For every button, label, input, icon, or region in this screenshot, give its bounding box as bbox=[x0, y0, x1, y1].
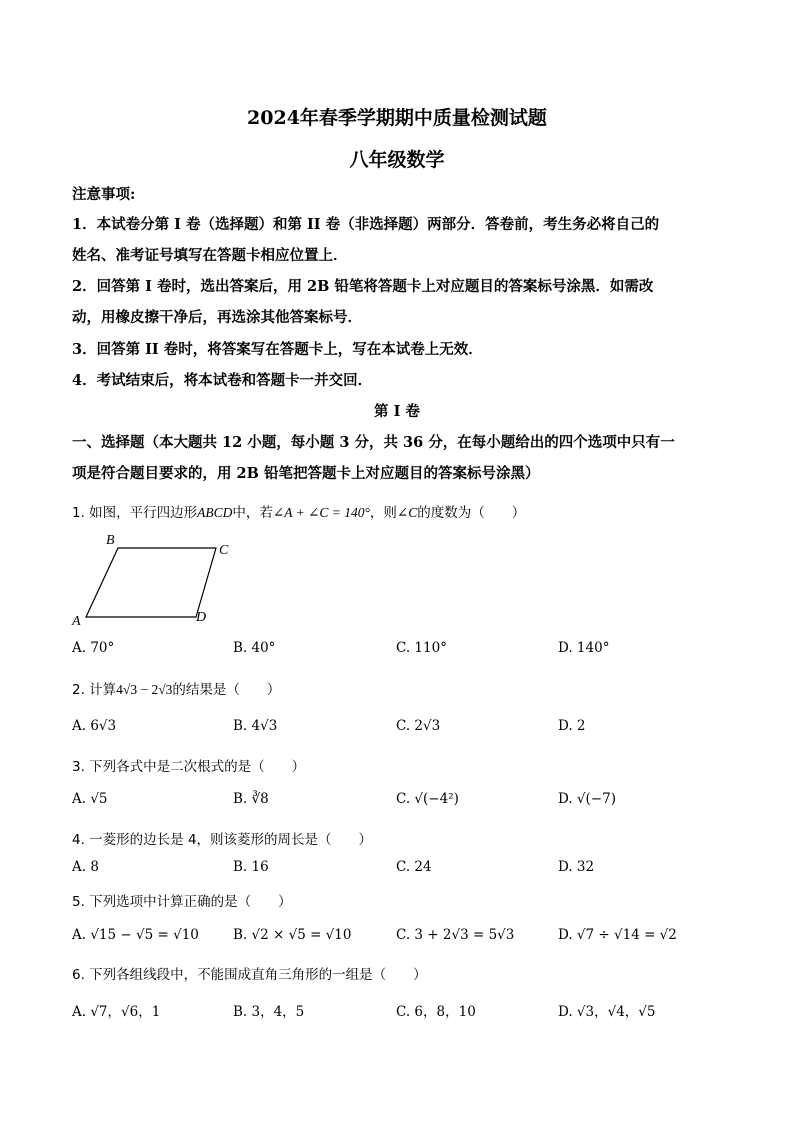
vertex-label-c: C bbox=[219, 543, 229, 558]
parallelogram-figure bbox=[68, 530, 238, 630]
notice-line: 4．考试结束后，将本试卷和答题卡一并交回． bbox=[72, 372, 373, 389]
option-c[interactable]: C. √(−4²) bbox=[396, 791, 459, 807]
option-c[interactable]: C. 110° bbox=[396, 640, 447, 656]
page-title: 2024年春季学期期中质量检测试题 bbox=[247, 107, 547, 129]
vertex-label-b: B bbox=[106, 533, 115, 548]
option-d[interactable]: D. 2 bbox=[558, 718, 586, 734]
notice-line: 2．回答第 I 卷时，选出答案后，用 2B 铅笔将答题卡上对应题目的答案标号涂黑．如需改 bbox=[72, 278, 654, 295]
option-a[interactable]: A. √15 − √5 = √10 bbox=[72, 927, 199, 943]
option-a[interactable]: A. √5 bbox=[72, 791, 108, 807]
option-b[interactable]: B. 4√3 bbox=[233, 718, 278, 734]
notice-line: 1．本试卷分第 I 卷（选择题）和第 II 卷（非选择题）两部分．答卷前，考生务必将自己的 bbox=[72, 216, 660, 233]
option-a[interactable]: A. √7，√6，1 bbox=[72, 1004, 161, 1020]
notice-line: 3．回答第 II 卷时，将答案写在答题卡上，写在本试卷上无效． bbox=[72, 341, 483, 358]
question-6-stem: 6. 下列各组线段中，不能围成直角三角形的一组是（ ） bbox=[72, 967, 427, 983]
page-subtitle: 八年级数学 bbox=[349, 149, 445, 171]
option-d[interactable]: D. √3，√4，√5 bbox=[558, 1004, 656, 1020]
question-4-stem: 4. 一菱形的边长是 4，则该菱形的周长是（ ） bbox=[72, 832, 373, 848]
option-b[interactable]: B. 40° bbox=[233, 640, 276, 656]
question-1-stem: 1. 如图，平行四边形ABCD中，若∠A + ∠C = 140°，则∠C的度数为（ ） bbox=[72, 505, 526, 521]
question-5-stem: 5. 下列选项中计算正确的是（ ） bbox=[72, 894, 292, 910]
option-c[interactable]: C. 3 + 2√3 = 5√3 bbox=[396, 927, 515, 943]
option-d[interactable]: D. √7 ÷ √14 = √2 bbox=[558, 927, 677, 943]
option-c[interactable]: C. 6，8，10 bbox=[396, 1004, 476, 1020]
option-c[interactable]: C. 2√3 bbox=[396, 718, 441, 734]
option-d[interactable]: D. 140° bbox=[558, 640, 610, 656]
option-a[interactable]: A. 70° bbox=[72, 640, 115, 656]
option-b[interactable]: B. ∛8 bbox=[233, 791, 269, 807]
option-b[interactable]: B. 16 bbox=[233, 859, 269, 875]
option-b[interactable]: B. √2 × √5 = √10 bbox=[233, 927, 352, 943]
question-3-stem: 3. 下列各式中是二次根式的是（ ） bbox=[72, 759, 306, 775]
vertex-label-a: A bbox=[72, 614, 81, 629]
notice-heading: 注意事项: bbox=[72, 186, 136, 203]
option-c[interactable]: C. 24 bbox=[396, 859, 432, 875]
section-heading: 项是符合题目要求的，用 2B 铅笔把答题卡上对应题目的答案标号涂黑） bbox=[72, 465, 540, 482]
vertex-label-d: D bbox=[196, 610, 207, 625]
option-b[interactable]: B. 3，4，5 bbox=[233, 1004, 305, 1020]
part-label: 第 I 卷 bbox=[374, 403, 420, 420]
option-a[interactable]: A. 6√3 bbox=[72, 718, 117, 734]
section-heading: 一、选择题（本大题共 12 小题，每小题 3 分，共 36 分，在每小题给出的四个选项中只有一 bbox=[72, 434, 675, 451]
option-d[interactable]: D. √(−7) bbox=[558, 791, 616, 807]
notice-line: 姓名、准考证号填写在答题卡相应位置上． bbox=[72, 247, 348, 264]
notice-line: 动，用橡皮擦干净后，再选涂其他答案标号． bbox=[72, 309, 362, 326]
question-2-stem: 2. 计算4√3 − 2√3的结果是（ ） bbox=[72, 682, 281, 698]
option-a[interactable]: A. 8 bbox=[72, 859, 99, 875]
option-d[interactable]: D. 32 bbox=[558, 859, 595, 875]
